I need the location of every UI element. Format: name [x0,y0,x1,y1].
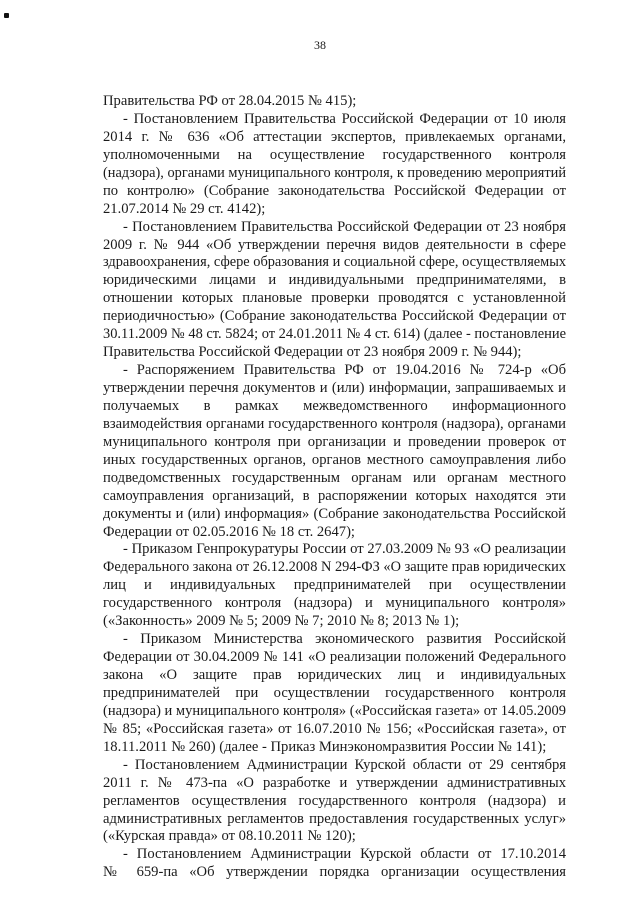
text-line: Правительства РФ от 28.04.2015 № 415); [103,93,357,109]
text-line: - Постановлением Правительства Российской Федерации от 23 ноября [123,218,566,235]
text-line: Федерации от 30.04.2009 № 141 «О реализации положений Федерального [103,649,566,666]
text-line: уполномоченными на осуществление государственного контроля [103,146,566,163]
text-line: - Распоряжением Правительства РФ от 19.04.2016 № 724-р «Об [123,362,566,379]
text-line: № 659-па «Об утверждении порядка организации осуществления [103,864,566,881]
text-line: (надзора) и муниципального контроля» («Российская газета» от 14.05.2009 [103,702,566,719]
text-line: периодичностью» (Собрание законодательства Российской Федерации от [103,308,566,325]
text-line: 18.11.2011 № 260) (далее - Приказ Минэкономразвития России № 141); [103,738,547,755]
text-line: - Приказом Генпрокуратуры России от 27.03.2009 № 93 «О реализации [123,541,566,558]
text-line: здравоохранения, сфере образования и социальной сфере, осуществляемых [103,254,567,271]
text-line: лиц и индивидуальных предпринимателей при осуществлении [103,577,566,594]
document-body [103,93,566,882]
text-line: № 85; «Российская газета» от 16.07.2010 № 156; «Российская газета», от [103,720,566,737]
text-line: 2011 г. № 473-па «О разработке и утверждении административных [103,774,566,791]
text-line: закона «О защите прав юридических лиц и индивидуальных [103,667,566,683]
page-number: 38 [314,38,326,52]
text-line: взаимодействия органами государственного контроля (надзора), органами [103,415,566,432]
text-line: («Законность» 2009 № 5; 2009 № 7; 2010 № 8; 2013 № 1); [103,613,460,630]
text-line: - Постановлением Администрации Курской области от 29 сентября [123,756,566,773]
text-line: получаемых в рамках межведомственного информационного [103,397,566,414]
text-line: 21.07.2014 № 29 ст. 4142); [103,200,266,217]
text-line: - Постановлением Администрации Курской области от 17.10.2014 [123,846,566,863]
text-line: отношении которых плановые проверки проводятся с установленной [103,290,566,307]
text-line: 2014 г. № 636 «Об аттестации экспертов, привлекаемых органами, [103,128,566,145]
text-line: утверждении перечня документов и (или) информации, запрашиваемых и [103,380,566,396]
text-line: предпринимателей при осуществлении государственного контроля [103,684,566,701]
text-line: самоуправления организаций, в распоряжении которых находятся эти [103,487,566,504]
text-line: Федерации от 02.05.2016 № 18 ст. 2647); [103,523,355,540]
text-line: государственного контроля (надзора) и муниципального контроля» [103,595,566,612]
text-line: по контролю» (Собрание законодательства Российской Федерации от [103,182,566,199]
text-line: административных регламентов предоставления государственных услуг» [103,810,566,827]
text-line: подведомственных государственным органам или органам местного [103,469,566,486]
text-line: муниципального контроля при организации и проведении проверок от [103,433,566,450]
text-line: документы и (или) информация» (Собрание законодательства Российской [103,505,566,522]
text-line: регламентов осуществления государственного контроля (надзора) и [103,792,566,809]
text-line: - Постановлением Правительства Российской Федерации от 10 июля [123,110,566,127]
scan-speck [4,13,9,18]
text-line: иных государственных органов, органов местного самоуправления либо [103,451,566,468]
text-line: Федерального закона от 26.12.2008 N 294-ФЗ «О защите прав юридических [103,559,566,576]
text-line: - Приказом Министерства экономического развития Российской [123,631,566,648]
text-line: 2009 г. № 944 «Об утверждении перечня видов деятельности в сфере [103,236,566,253]
text-line: юридическими лицами и индивидуальными предпринимателями, в [103,272,566,289]
text-line: Правительства Российской Федерации от 23 ноября 2009 г. № 944); [103,344,522,361]
text-line: 30.11.2009 № 48 ст. 5824; от 24.01.2011 № 4 ст. 614) (далее - постановление [103,326,566,343]
text-line: («Курская правда» от 08.10.2011 № 120); [103,828,356,845]
text-line: (надзора), органами муниципального контроля, к проведению мероприятий [103,164,566,181]
